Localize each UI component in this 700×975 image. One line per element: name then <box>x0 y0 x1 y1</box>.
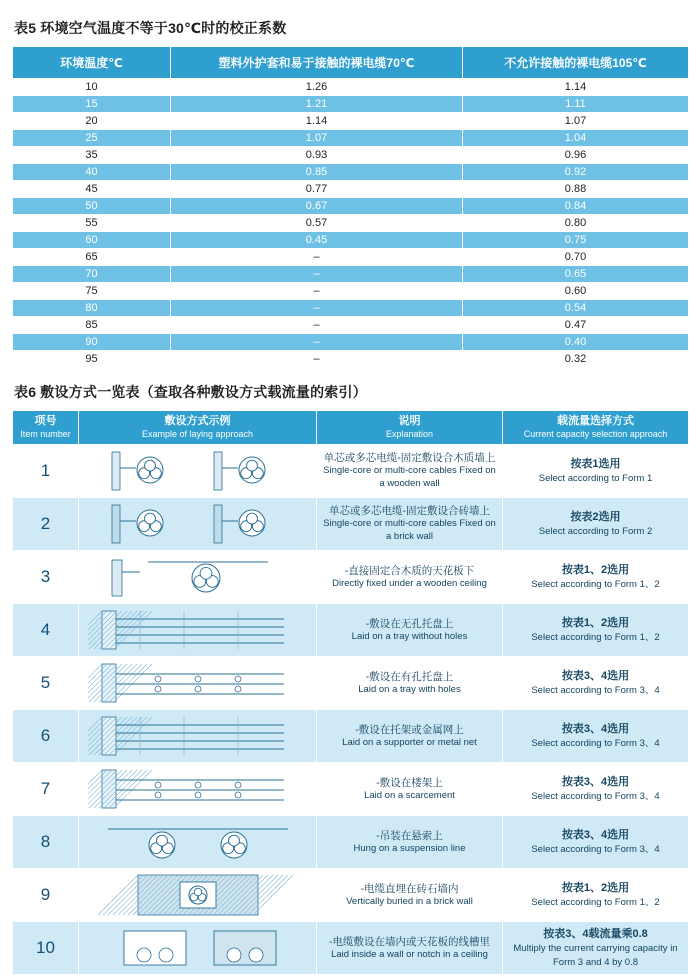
explanation-cn: -电缆敷设在墙内或天花板的线槽里 <box>329 935 490 948</box>
table6-selection-approach <box>503 710 689 763</box>
table5-cell: 0.65 <box>463 266 689 283</box>
table5-cell: 0.84 <box>463 198 689 215</box>
laying-approach-diagram <box>79 710 317 763</box>
selection-en: Select according to Form 3、4 <box>531 685 660 697</box>
header-cn: 项号 <box>34 415 57 427</box>
header-cn: 敷设方式示例 <box>164 415 231 427</box>
table-row <box>13 604 689 657</box>
table5-cell: 95 <box>13 351 171 368</box>
explanation-en: Laid on a supporter or metal net <box>342 736 477 748</box>
table5-cell: 0.45 <box>171 232 463 249</box>
table5-cell: 0.40 <box>463 334 689 351</box>
header-en: Example of laying approach <box>141 428 254 439</box>
table-row <box>13 215 689 232</box>
explanation-en: Single-core or multi-core cables Fixed on a brick wall <box>323 518 496 543</box>
table5-cell: – <box>171 351 463 368</box>
explanation-en: Hung on a suspension line <box>353 842 466 854</box>
table6-header-example <box>79 411 317 445</box>
table6-selection-approach <box>503 551 689 604</box>
explanation-cn: -敷设在有孔托盘上 <box>365 670 454 683</box>
selection-en: Select according to Form 3、4 <box>531 738 660 750</box>
explanation-cn: -敷设在无孔托盘上 <box>365 617 454 630</box>
explanation-cn: -直接固定合木质的天花板下 <box>344 564 475 577</box>
table5-cell: 0.54 <box>463 300 689 317</box>
table-row <box>13 283 689 300</box>
table5-cell: 1.21 <box>171 96 463 113</box>
table5-header-cell: 环境温度℃ <box>13 47 171 79</box>
table5-cell: 25 <box>13 130 171 147</box>
table5-cell: 60 <box>13 232 171 249</box>
cable-bundle-under-wooden-ceiling-icon <box>79 551 316 603</box>
table6-explanation <box>317 445 503 498</box>
table6-item-number: 10 <box>13 922 79 975</box>
table5-cell: 0.75 <box>463 232 689 249</box>
table-row <box>13 96 689 113</box>
cables-on-scarcement-icon <box>79 763 316 815</box>
laying-approach-diagram <box>79 763 317 816</box>
table6-explanation <box>317 657 503 710</box>
table5-cell: 70 <box>13 266 171 283</box>
table-row <box>13 445 689 498</box>
table6-selection-approach <box>503 763 689 816</box>
table5-cell: 0.57 <box>171 215 463 232</box>
explanation-cn: -吊装在悬索上 <box>376 829 443 842</box>
table5-cell: 0.67 <box>171 198 463 215</box>
table5-cell: 0.96 <box>463 147 689 164</box>
selection-cn: 按表1、2选用 <box>561 563 630 576</box>
header-en: Item number <box>20 428 71 439</box>
table-row <box>13 498 689 551</box>
table5-correction-factors <box>12 46 689 368</box>
table6-item-number: 7 <box>13 763 79 816</box>
table5-cell: 1.07 <box>463 113 689 130</box>
table6-selection-approach <box>503 922 689 975</box>
table6-explanation <box>317 498 503 551</box>
selection-cn: 按表1选用 <box>570 457 621 470</box>
table5-cell: 1.07 <box>171 130 463 147</box>
table5-cell: 15 <box>13 96 171 113</box>
table6-explanation <box>317 763 503 816</box>
selection-cn: 按表3、4选用 <box>561 828 630 841</box>
selection-en: Select according to Form 1 <box>538 473 653 485</box>
table5-cell: 55 <box>13 215 171 232</box>
cables-on-supporter-or-metal-net-icon <box>79 710 316 762</box>
table5-cell: – <box>171 317 463 334</box>
table6-item-number: 8 <box>13 816 79 869</box>
laying-approach-diagram <box>79 657 317 710</box>
table6-header-selection <box>503 411 689 445</box>
explanation-cn: -敷设在楼架上 <box>376 776 443 789</box>
cables-inside-wall-or-ceiling-notch-icon <box>79 922 316 974</box>
table6-explanation <box>317 604 503 657</box>
table6-item-number: 9 <box>13 869 79 922</box>
header-cn: 载流量选择方式 <box>557 415 634 427</box>
table-row <box>13 710 689 763</box>
selection-en: Select according to Form 1、2 <box>531 579 660 591</box>
table5-cell: 90 <box>13 334 171 351</box>
laying-approach-diagram <box>79 869 317 922</box>
two-cable-bundles-on-wooden-wall-icon <box>79 445 316 497</box>
table-row <box>13 164 689 181</box>
table-row <box>13 79 689 96</box>
table5-cell: 45 <box>13 181 171 198</box>
table5-cell: 0.93 <box>171 147 463 164</box>
table6-item-number: 4 <box>13 604 79 657</box>
selection-en: Select according to Form 2 <box>538 526 653 538</box>
selection-en: Select according to Form 3、4 <box>531 791 660 803</box>
selection-en: Multiply the current carrying capacity in Form 3 and 4 by 0.8 <box>513 943 678 968</box>
table5-cell: – <box>171 300 463 317</box>
table-row <box>13 181 689 198</box>
table6-selection-approach <box>503 604 689 657</box>
explanation-en: Single-core or multi-core cables Fixed on a wooden wall <box>323 465 496 490</box>
table5-cell: 40 <box>13 164 171 181</box>
table5-header-cell: 不允许接触的裸电缆105℃ <box>463 47 689 79</box>
table-row <box>13 763 689 816</box>
table6-explanation <box>317 922 503 975</box>
explanation-cn: 单芯或多芯电缆-固定敷设合木质墙上 <box>323 452 496 465</box>
table-row <box>13 249 689 266</box>
table6-header-explanation <box>317 411 503 445</box>
explanation-cn: 单芯或多芯电缆-固定敷设合砖墙上 <box>329 505 490 518</box>
laying-approach-diagram <box>79 498 317 551</box>
header-en: Current capacity selection approach <box>523 428 668 439</box>
table6-explanation <box>317 551 503 604</box>
table-row <box>13 113 689 130</box>
table5-cell: 35 <box>13 147 171 164</box>
explanation-en: Laid on a tray with holes <box>358 683 461 695</box>
table-row <box>13 657 689 710</box>
table6-selection-approach <box>503 445 689 498</box>
explanation-en: Vertically buried in a brick wall <box>346 895 473 907</box>
header-en: Explanation <box>385 428 434 439</box>
table5-cell: – <box>171 334 463 351</box>
table5-cell: – <box>171 249 463 266</box>
two-cable-bundles-on-brick-wall-icon <box>79 498 316 550</box>
table5-header-row <box>13 47 689 79</box>
table5-cell: 1.14 <box>463 79 689 96</box>
table6-selection-approach <box>503 816 689 869</box>
table6-item-number: 3 <box>13 551 79 604</box>
table6-item-number: 6 <box>13 710 79 763</box>
table-row <box>13 869 689 922</box>
table5-cell: – <box>171 266 463 283</box>
table-row <box>13 232 689 249</box>
cables-hung-on-suspension-line-icon <box>79 816 316 868</box>
table5-header-cell: 塑料外护套和易于接触的裸电缆70℃ <box>171 47 463 79</box>
table6-item-number: 2 <box>13 498 79 551</box>
explanation-en: Laid on a tray without holes <box>351 630 468 642</box>
explanation-en: Laid inside a wall or notch in a ceiling <box>331 948 488 960</box>
table6-title: 表6 敷设方式一览表（查取各种敷设方式载流量的索引） <box>14 384 367 400</box>
laying-approach-diagram <box>79 604 317 657</box>
selection-cn: 按表3、4选用 <box>561 722 630 735</box>
laying-approach-diagram <box>79 551 317 604</box>
table5-cell: 65 <box>13 249 171 266</box>
explanation-en: Directly fixed under a wooden ceiling <box>332 577 487 589</box>
explanation-cn: -电缆直埋在砖石墙内 <box>360 882 459 895</box>
table-row <box>13 147 689 164</box>
table5-cell: 0.80 <box>463 215 689 232</box>
table5-cell: 85 <box>13 317 171 334</box>
table6-explanation <box>317 710 503 763</box>
table6-selection-approach <box>503 657 689 710</box>
table-row <box>13 266 689 283</box>
table-row <box>13 922 689 975</box>
table5-cell: 0.47 <box>463 317 689 334</box>
table5-cell: 0.77 <box>171 181 463 198</box>
table-row <box>13 816 689 869</box>
table-row <box>13 334 689 351</box>
selection-en: Select according to Form 3、4 <box>531 844 660 856</box>
table6-laying-approaches <box>12 410 689 975</box>
table5-body <box>13 79 689 368</box>
table6-selection-approach <box>503 498 689 551</box>
selection-en: Select according to Form 1、2 <box>531 897 660 909</box>
table6-item-number: 5 <box>13 657 79 710</box>
table6-header-item-number <box>13 411 79 445</box>
table6-header-row <box>13 411 689 445</box>
table-row <box>13 198 689 215</box>
table5-cell: 1.26 <box>171 79 463 96</box>
selection-cn: 按表1、2选用 <box>561 616 630 629</box>
table5-cell: 10 <box>13 79 171 96</box>
cables-on-tray-without-holes-icon <box>79 604 316 656</box>
table5-cell: – <box>171 283 463 300</box>
table5-cell: 0.92 <box>463 164 689 181</box>
table5-cell: 75 <box>13 283 171 300</box>
selection-cn: 按表3、4载流量乘0.8 <box>543 928 648 940</box>
table5-title: 表5 环境空气温度不等于30℃时的校正系数 <box>14 20 287 36</box>
laying-approach-diagram <box>79 922 317 975</box>
laying-approach-diagram <box>79 445 317 498</box>
selection-cn: 按表2选用 <box>570 510 621 523</box>
cables-on-tray-with-holes-icon <box>79 657 316 709</box>
table-row <box>13 551 689 604</box>
selection-cn: 按表3、4选用 <box>561 775 630 788</box>
table5-cell: 0.32 <box>463 351 689 368</box>
table5-cell: 1.04 <box>463 130 689 147</box>
cable-vertically-buried-in-brick-wall-icon <box>79 869 316 921</box>
header-cn: 说明 <box>398 415 421 427</box>
table5-cell: 0.60 <box>463 283 689 300</box>
explanation-cn: -敷设在托架或金属网上 <box>355 723 464 736</box>
table5-cell: 0.88 <box>463 181 689 198</box>
table5-cell: 80 <box>13 300 171 317</box>
selection-en: Select according to Form 1、2 <box>531 632 660 644</box>
table5-cell: 1.11 <box>463 96 689 113</box>
selection-cn: 按表1、2选用 <box>561 881 630 894</box>
table5-cell: 20 <box>13 113 171 130</box>
table5-cell: 1.14 <box>171 113 463 130</box>
table6-explanation <box>317 869 503 922</box>
table6-body <box>13 445 689 975</box>
table-row <box>13 130 689 147</box>
table-row <box>13 351 689 368</box>
table5-cell: 0.70 <box>463 249 689 266</box>
table6-explanation <box>317 816 503 869</box>
table5-cell: 50 <box>13 198 171 215</box>
laying-approach-diagram <box>79 816 317 869</box>
selection-cn: 按表3、4选用 <box>561 669 630 682</box>
table6-selection-approach <box>503 869 689 922</box>
table6-item-number: 1 <box>13 445 79 498</box>
table-row <box>13 300 689 317</box>
table-row <box>13 317 689 334</box>
table5-cell: 0.85 <box>171 164 463 181</box>
explanation-en: Laid on a scarcement <box>364 789 455 801</box>
